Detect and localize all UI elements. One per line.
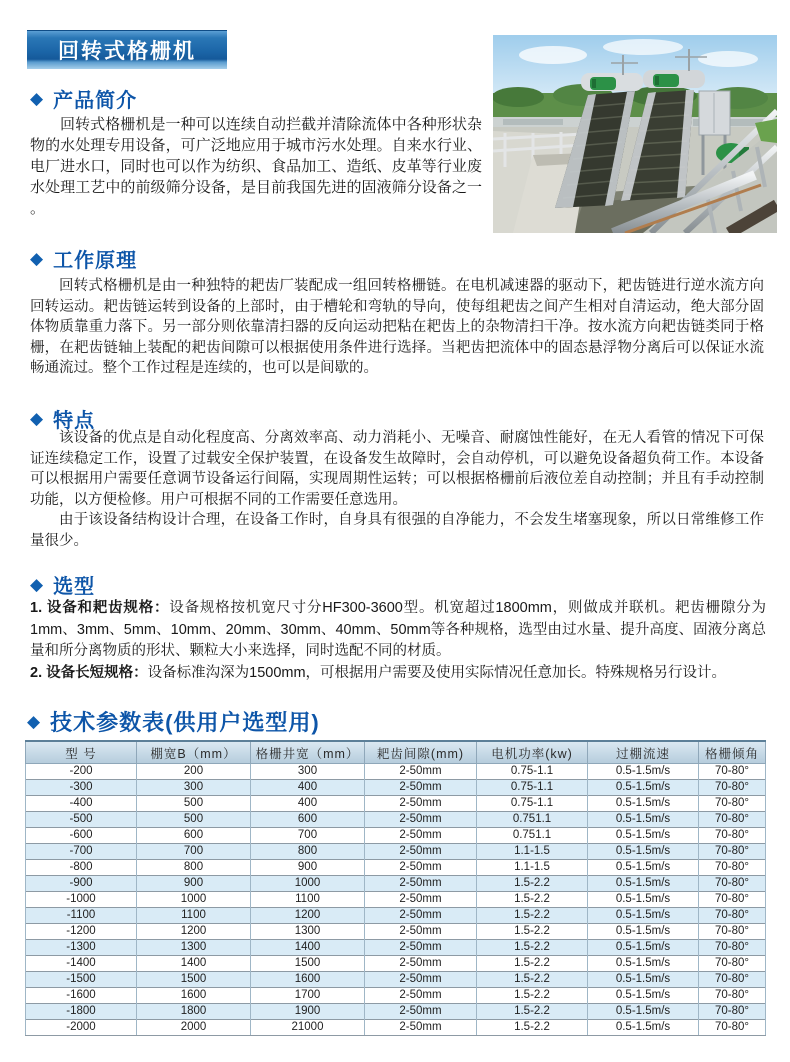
diamond-icon: ◆ (30, 248, 45, 268)
specs-table-cell: -500 (26, 812, 137, 828)
specs-table-cell: 70-80° (699, 892, 766, 908)
specs-table-cell: 1900 (251, 1004, 365, 1020)
specs-table-cell: 1300 (137, 940, 251, 956)
specs-table-cell: -300 (26, 780, 137, 796)
specs-table-cell: 1000 (251, 876, 365, 892)
col-header-incline: 格栅倾角 (699, 741, 766, 764)
section-heading-intro (30, 84, 137, 113)
col-header-width-b: 棚宽B（mm） (137, 741, 251, 764)
specs-table-cell: 1100 (251, 892, 365, 908)
specs-table-cell: 0.5-1.5m/s (588, 908, 699, 924)
diamond-icon: ◆ (30, 88, 45, 108)
specs-table-cell: 1800 (137, 1004, 251, 1020)
selection-item-2-text: 设备标准沟深为1500mm，可根据用户需要及使用实际情况任意加长。特殊规格另行设计。 (147, 664, 727, 681)
specs-table-cell: 2-50mm (365, 796, 477, 812)
specs-table-cell: 0.5-1.5m/s (588, 940, 699, 956)
specs-table-cell: -1500 (26, 972, 137, 988)
specs-table-cell: 70-80° (699, 1004, 766, 1020)
specs-table-cell: 0.5-1.5m/s (588, 1020, 699, 1036)
specs-table-row (26, 764, 766, 780)
specs-table-cell: 21000 (251, 1020, 365, 1036)
specs-table-cell: 1.5-2.2 (477, 956, 588, 972)
specs-table-cell: 1600 (251, 972, 365, 988)
specs-table-cell: 70-80° (699, 972, 766, 988)
specs-table-row (26, 988, 766, 1004)
specs-table-cell: 70-80° (699, 764, 766, 780)
specs-table-row (26, 892, 766, 908)
intro-paragraph (30, 114, 482, 219)
section-heading-intro-label: 产品简介 (53, 90, 138, 112)
section-heading-principle-label: 工作原理 (53, 250, 138, 272)
specs-table-cell: 1700 (251, 988, 365, 1004)
product-photo-illustration (493, 35, 777, 233)
section-heading-principle (30, 244, 137, 273)
principle-paragraph (30, 276, 764, 379)
specs-table-row (26, 940, 766, 956)
specs-table-row (26, 812, 766, 828)
specs-table-cell: 1100 (137, 908, 251, 924)
features-paragraphs (30, 428, 764, 551)
specs-table-cell: 1.5-2.2 (477, 1020, 588, 1036)
specs-table-cell: 2-50mm (365, 828, 477, 844)
specs-table-cell: 1.1-1.5 (477, 844, 588, 860)
specs-table-cell: -1400 (26, 956, 137, 972)
specs-table-cell: -2000 (26, 1020, 137, 1036)
specs-table-cell: 70-80° (699, 956, 766, 972)
features-text-1: 该设备的优点是自动化程度高、分离效率高、动力消耗小、无噪音、耐腐蚀性能好，在无人看管的情况下可保证连续稳定工作，设置了过载安全保护装置，在设备发生故障时，会自动停机，可以避免设备超负荷工作。本设备可以根据用户需要任意调节设备运行间隔，实现周期性运转；可以根据格栅前后液位差自动控制；并且有手动控制功能，以方便检修。用户可根据不同的工作需要任意选用。 (30, 430, 764, 508)
specs-table-cell: 70-80° (699, 1020, 766, 1036)
specs-table-cell: 0.751.1 (477, 828, 588, 844)
specs-table-row (26, 860, 766, 876)
specs-table-cell: 400 (251, 796, 365, 812)
specs-table-cell: 1.5-2.2 (477, 924, 588, 940)
diamond-icon: ◆ (27, 711, 42, 731)
specs-table-cell: -1200 (26, 924, 137, 940)
specs-table-cell: 70-80° (699, 988, 766, 1004)
selection-item-1-label: 1. 设备和耙齿规格： (30, 600, 170, 616)
specs-table-row (26, 972, 766, 988)
specs-table-cell: 70-80° (699, 812, 766, 828)
specs-table-cell: 1.5-2.2 (477, 972, 588, 988)
specs-table-cell: -1300 (26, 940, 137, 956)
principle-text: 回转式格栅机是由一种独特的耙齿厂装配成一组回转格栅链。在电机减速器的驱动下，耙齿链进行逆水流方向回转运动。耙齿链运转到设备的上部时，由于槽轮和弯轨的导向，使每组耙齿之间产生相对自清运动，绝大部分固体物质靠重力落下。另一部分则依靠清扫器的反向运动把粘在耙齿上的杂物清扫干净。按水流方向耙齿链类同于格栅，在耙齿链轴上装配的耙齿间隙可以根据使用条件进行选择。当耙齿把流体中的固态悬浮物分离后可以保证水流畅通流过。整个工作过程是连续的，也可以是间歇的。 (30, 278, 764, 376)
specs-table-cell: 1.5-2.2 (477, 988, 588, 1004)
specs-table-cell: 0.75-1.1 (477, 764, 588, 780)
specs-table-cell: -700 (26, 844, 137, 860)
specs-table-cell: 70-80° (699, 908, 766, 924)
specs-table-cell: 2-50mm (365, 972, 477, 988)
specs-table-cell: 0.5-1.5m/s (588, 972, 699, 988)
col-header-well-width: 格栅井宽（mm） (251, 741, 365, 764)
specs-table-cell: 1.5-2.2 (477, 940, 588, 956)
specs-table-cell: 70-80° (699, 940, 766, 956)
specs-table-cell: 1.5-2.2 (477, 1004, 588, 1020)
specs-table-cell: 600 (137, 828, 251, 844)
specs-table-row (26, 924, 766, 940)
specs-table-cell: 0.5-1.5m/s (588, 924, 699, 940)
specs-table-cell: 70-80° (699, 876, 766, 892)
specs-table-cell: 70-80° (699, 860, 766, 876)
specs-table-cell: 300 (137, 780, 251, 796)
specs-table-cell: 200 (137, 764, 251, 780)
section-heading-specs (27, 706, 320, 737)
specs-table-cell: 0.75-1.1 (477, 780, 588, 796)
specs-table-cell: 2-50mm (365, 1020, 477, 1036)
specs-table-cell: 500 (137, 796, 251, 812)
specs-table-cell: 0.5-1.5m/s (588, 764, 699, 780)
product-photo (493, 35, 777, 233)
specs-table-cell: 2-50mm (365, 764, 477, 780)
specs-table-row (26, 956, 766, 972)
selection-item-1 (30, 598, 766, 663)
specs-table-cell: -800 (26, 860, 137, 876)
specs-table-cell: 700 (251, 828, 365, 844)
specs-table-cell: -1100 (26, 908, 137, 924)
specs-table-row (26, 1004, 766, 1020)
specs-table-cell: 0.5-1.5m/s (588, 812, 699, 828)
specs-table-cell: 1000 (137, 892, 251, 908)
selection-item-2-label: 2. 设备长短规格： (30, 664, 148, 681)
specs-table-cell: 500 (137, 812, 251, 828)
section-heading-features-label: 特点 (53, 410, 96, 432)
specs-table-cell: -1800 (26, 1004, 137, 1020)
diamond-icon: ◆ (30, 408, 45, 428)
specs-table-row (26, 844, 766, 860)
specs-table-cell: 2-50mm (365, 860, 477, 876)
specs-table-cell: 1.1-1.5 (477, 860, 588, 876)
specs-table-cell: 1400 (137, 956, 251, 972)
specs-table-cell: 70-80° (699, 844, 766, 860)
specs-table-cell: 1.5-2.2 (477, 892, 588, 908)
col-header-model: 型 号 (26, 741, 137, 764)
specs-table-cell: -1600 (26, 988, 137, 1004)
specs-table-cell: 1500 (137, 972, 251, 988)
specs-table-row (26, 908, 766, 924)
col-header-flow-speed: 过棚流速 (588, 741, 699, 764)
specs-table-cell: 2-50mm (365, 956, 477, 972)
specs-table-cell: 300 (251, 764, 365, 780)
specs-table-body (26, 764, 766, 1036)
specs-table-cell: 900 (137, 876, 251, 892)
specs-table-cell: 2-50mm (365, 876, 477, 892)
specs-table-cell: 0.5-1.5m/s (588, 876, 699, 892)
features-text-2: 由于该设备结构设计合理，在设备工作时，自身具有很强的自净能力，不会发生堵塞现象，所以日常维修工作量很少。 (30, 512, 764, 549)
specs-table-cell: 2-50mm (365, 844, 477, 860)
specs-table-cell: -1000 (26, 892, 137, 908)
specs-table-cell: 600 (251, 812, 365, 828)
specs-table-cell: 1200 (137, 924, 251, 940)
specs-table-cell: 2-50mm (365, 988, 477, 1004)
specs-table-cell: 1400 (251, 940, 365, 956)
specs-table-cell: 1.5-2.2 (477, 908, 588, 924)
specs-table-cell: 800 (251, 844, 365, 860)
specs-table-cell: -200 (26, 764, 137, 780)
specs-table-cell: -900 (26, 876, 137, 892)
specs-table-cell: 2-50mm (365, 1004, 477, 1020)
diamond-icon: ◆ (30, 574, 45, 594)
specs-table-row (26, 780, 766, 796)
section-heading-selection-label: 选型 (53, 576, 96, 598)
specs-table-cell: -600 (26, 828, 137, 844)
specs-table-cell: 900 (251, 860, 365, 876)
specs-table-header-row (26, 741, 766, 764)
specs-table-cell: 2-50mm (365, 924, 477, 940)
specs-table-row (26, 1020, 766, 1036)
specs-table-cell: 1200 (251, 908, 365, 924)
specs-table-cell: 800 (137, 860, 251, 876)
specs-table-cell: 0.5-1.5m/s (588, 844, 699, 860)
specs-table (25, 740, 766, 1036)
intro-text: 回转式格栅机是一种可以连续自动拦截并清除流体中各种形状杂物的水处理专用设备，可广泛地应用于城市污水处理。自来水行业、电厂进水口，同时也可以作为纺织、食品加工、造纸、皮革等行业废水处理工艺中的前级筛分设备，是目前我国先进的固液筛分设备之一 。 (30, 116, 482, 217)
selection-item-1-text: 设备规格按机宽尺寸分HF300-3600型。机宽超过1800mm，则做成并联机。耙齿栅隙分为1mm、3mm、5mm、10mm、20mm、30mm、40mm、50mm等各种规格，选型由过水量、提升高度、固液分离总量和所分离物质的形状、颗粒大小来选择，同时选配不同的材质。 (30, 600, 766, 659)
specs-table-cell: 1300 (251, 924, 365, 940)
specs-table-cell: 0.5-1.5m/s (588, 796, 699, 812)
specs-table-cell: 2-50mm (365, 940, 477, 956)
specs-table-cell: 0.75-1.1 (477, 796, 588, 812)
specs-table-cell: 0.5-1.5m/s (588, 860, 699, 876)
specs-table-cell: 70-80° (699, 828, 766, 844)
specs-table-cell: 1600 (137, 988, 251, 1004)
selection-items (30, 598, 766, 684)
specs-table-cell: 1.5-2.2 (477, 876, 588, 892)
specs-table-cell: 0.5-1.5m/s (588, 1004, 699, 1020)
specs-table-cell: 700 (137, 844, 251, 860)
selection-item-2 (30, 663, 766, 685)
specs-table-cell: 2000 (137, 1020, 251, 1036)
section-heading-specs-label: 技术参数表(供用户选型用) (50, 710, 320, 735)
specs-table-cell: 0.751.1 (477, 812, 588, 828)
specs-table-row (26, 828, 766, 844)
specs-table-cell: 70-80° (699, 796, 766, 812)
specs-table-cell: 0.5-1.5m/s (588, 988, 699, 1004)
specs-table-cell: 0.5-1.5m/s (588, 828, 699, 844)
specs-table-cell: 2-50mm (365, 780, 477, 796)
specs-table-cell: 400 (251, 780, 365, 796)
specs-table-cell: 1500 (251, 956, 365, 972)
specs-table-cell: 2-50mm (365, 892, 477, 908)
col-header-tooth-gap: 耙齿间隙(mm) (365, 741, 477, 764)
specs-table-cell: -400 (26, 796, 137, 812)
specs-table-row (26, 876, 766, 892)
specs-table-cell: 0.5-1.5m/s (588, 956, 699, 972)
col-header-motor-power: 电机功率(kw) (477, 741, 588, 764)
page-title: 回转式格栅机 (58, 40, 196, 63)
specs-table-cell: 70-80° (699, 924, 766, 940)
section-heading-selection (30, 570, 95, 599)
specs-table-row (26, 796, 766, 812)
specs-table-cell: 2-50mm (365, 812, 477, 828)
specs-table-cell: 0.5-1.5m/s (588, 780, 699, 796)
specs-table-cell: 2-50mm (365, 908, 477, 924)
specs-table-cell: 70-80° (699, 780, 766, 796)
page-title-banner (27, 30, 227, 69)
specs-table-cell: 0.5-1.5m/s (588, 892, 699, 908)
